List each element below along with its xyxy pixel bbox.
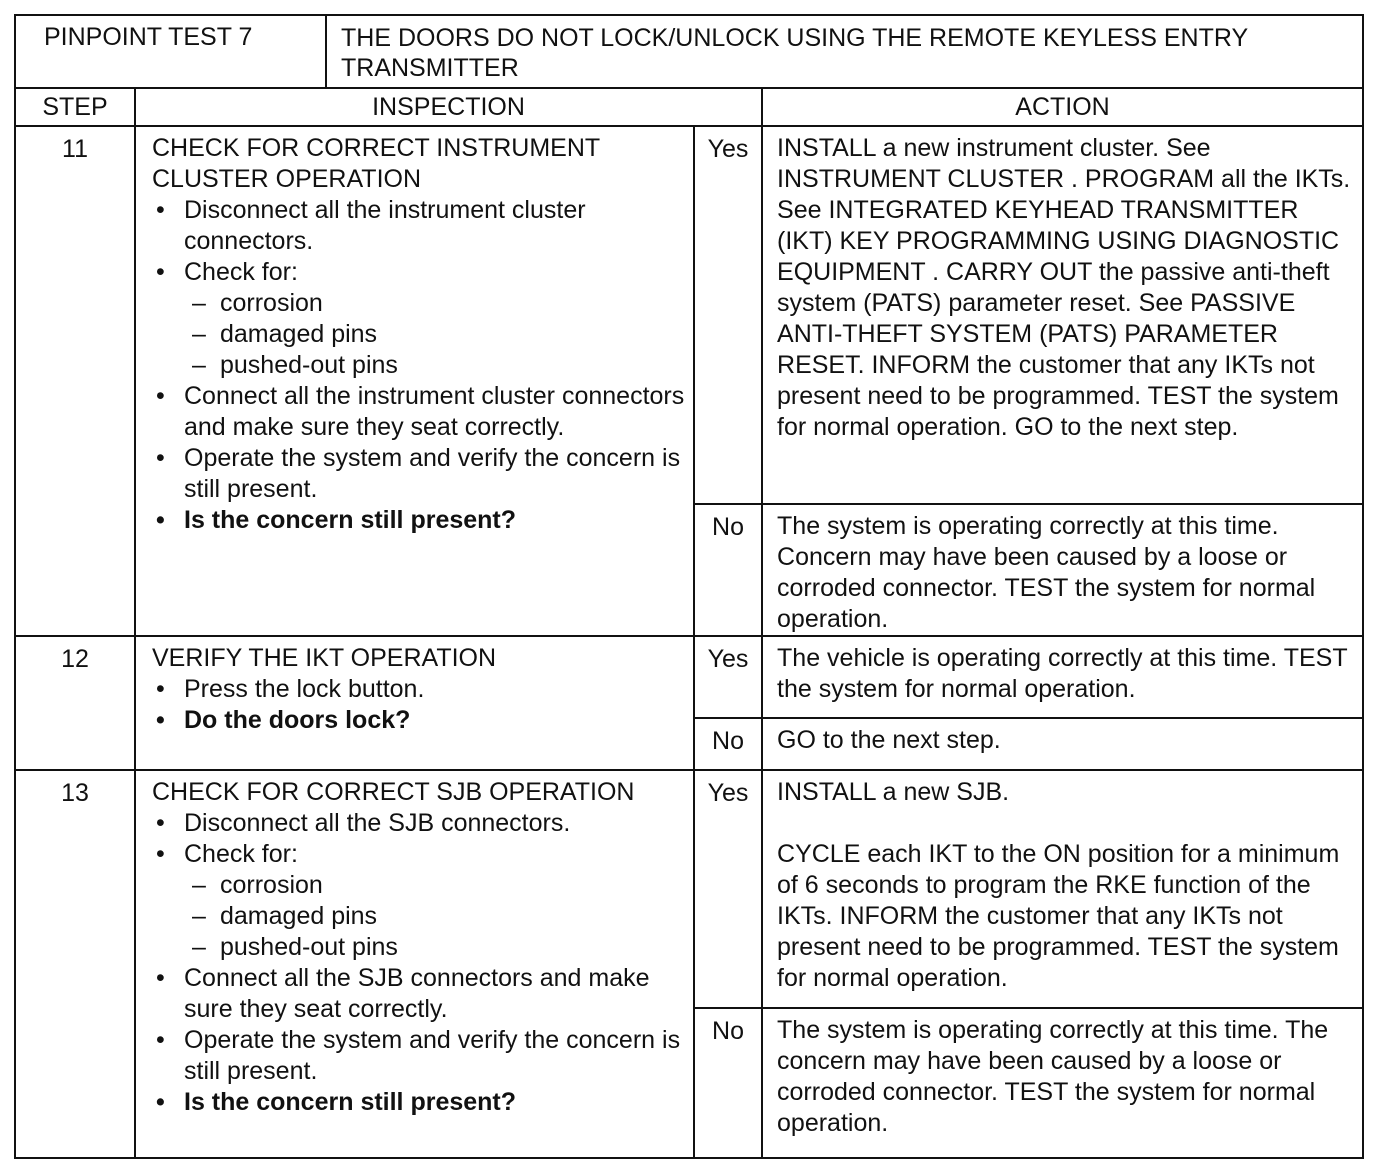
pinpoint-test-sheet xyxy=(14,14,1364,1159)
list-item: • Connect all the SJB connectors and make sure they seat correctly. xyxy=(152,963,687,1025)
inspection-title: CLUSTER OPERATION xyxy=(152,165,422,193)
list-item: • Disconnect all the SJB connectors. xyxy=(152,808,687,839)
column-header-action: ACTION xyxy=(762,88,1363,126)
no-label: No xyxy=(694,1008,762,1158)
sub-list-item: – corrosion xyxy=(152,288,687,319)
step-number: 11 xyxy=(15,126,135,636)
step-12-yes-row xyxy=(15,636,1363,718)
yes-label: Yes xyxy=(694,636,762,718)
yes-action: INSTALL a new instrument cluster. See INSTRUMENT CLUSTER . PROGRAM all the IKTs. See INTEGRATED KEYHEAD TRANSMITTER (IKT) KEY PROGRAMMING USING DIAGNOSTIC EQUIPMENT . CARRY OUT the passive anti-theft system (PATS) parameter reset. See PASSIVE ANTI-THEFT SYSTEM (PATS) PARAMETER RESET. INFORM the customer that any IKTs not present need to be programmed. TEST the system for normal operation. GO to the next step. xyxy=(762,126,1363,504)
no-label: No xyxy=(694,504,762,636)
sub-list-item: – damaged pins xyxy=(152,319,687,350)
list-item: • Disconnect all the instrument cluster connectors. xyxy=(152,195,687,257)
sub-list-item: – pushed-out pins xyxy=(152,350,687,381)
sub-list-item: – corrosion xyxy=(152,870,687,901)
inspection-title: CHECK FOR CORRECT INSTRUMENT xyxy=(152,134,601,162)
inspection-title: CHECK FOR CORRECT SJB OPERATION xyxy=(152,778,635,806)
step-13-inspection xyxy=(135,770,694,1158)
question-item: • Do the doors lock? xyxy=(152,705,687,736)
list-item: • Check for: xyxy=(152,839,687,870)
steps-table xyxy=(14,87,1364,1159)
test-title-line1: THE DOORS DO NOT LOCK/UNLOCK USING THE REMOTE KEYLESS ENTRY xyxy=(341,24,1249,52)
no-action: The system is operating correctly at this time. Concern may have been caused by a loose or corroded connector. TEST the system for normal operation. xyxy=(762,504,1363,636)
yes-label: Yes xyxy=(694,126,762,504)
yes-label: Yes xyxy=(694,770,762,1008)
no-action: The system is operating correctly at this time. The concern may have been caused by a loose or corroded connector. TEST the system for normal operation. xyxy=(762,1008,1363,1158)
inspection-title: VERIFY THE IKT OPERATION xyxy=(152,644,497,672)
list-item: • Check for: xyxy=(152,257,687,288)
step-11-inspection xyxy=(135,126,694,636)
list-item: • Press the lock button. xyxy=(152,674,687,705)
inspection-list xyxy=(152,808,687,1118)
step-11-yes-row xyxy=(15,126,1363,504)
step-13-yes-row xyxy=(15,770,1363,1008)
yes-action-part2: CYCLE each IKT to the ON position for a minimum of 6 seconds to program the RKE function of the IKTs. INFORM the customer that any IKTs not present need to be programmed. TEST the system for normal operation. xyxy=(777,840,1340,992)
title-table xyxy=(14,14,1364,89)
column-header-row xyxy=(15,88,1363,126)
sub-list-item: – damaged pins xyxy=(152,901,687,932)
list-item: • Connect all the instrument cluster connectors and make sure they seat correctly. xyxy=(152,381,687,443)
step-number: 12 xyxy=(15,636,135,770)
inspection-list xyxy=(152,674,687,736)
sub-list-item: – pushed-out pins xyxy=(152,932,687,963)
list-item: • Operate the system and verify the concern is still present. xyxy=(152,443,687,505)
question-item: • Is the concern still present? xyxy=(152,505,687,536)
yes-action-part1: INSTALL a new SJB. xyxy=(777,778,1010,806)
step-number: 13 xyxy=(15,770,135,1158)
yes-action: The vehicle is operating correctly at this time. TEST the system for normal operation. xyxy=(762,636,1363,718)
test-title xyxy=(326,15,1363,88)
yes-action xyxy=(762,770,1363,1008)
no-action: GO to the next step. xyxy=(762,718,1363,770)
question-item: • Is the concern still present? xyxy=(152,1087,687,1118)
inspection-list xyxy=(152,195,687,536)
list-item: • Operate the system and verify the concern is still present. xyxy=(152,1025,687,1087)
test-title-line2: TRANSMITTER xyxy=(341,54,519,82)
spacer xyxy=(777,808,1354,839)
column-header-inspection: INSPECTION xyxy=(135,88,762,126)
test-id: PINPOINT TEST 7 xyxy=(15,15,326,88)
no-label: No xyxy=(694,718,762,770)
column-header-step: STEP xyxy=(15,88,135,126)
step-12-inspection xyxy=(135,636,694,770)
